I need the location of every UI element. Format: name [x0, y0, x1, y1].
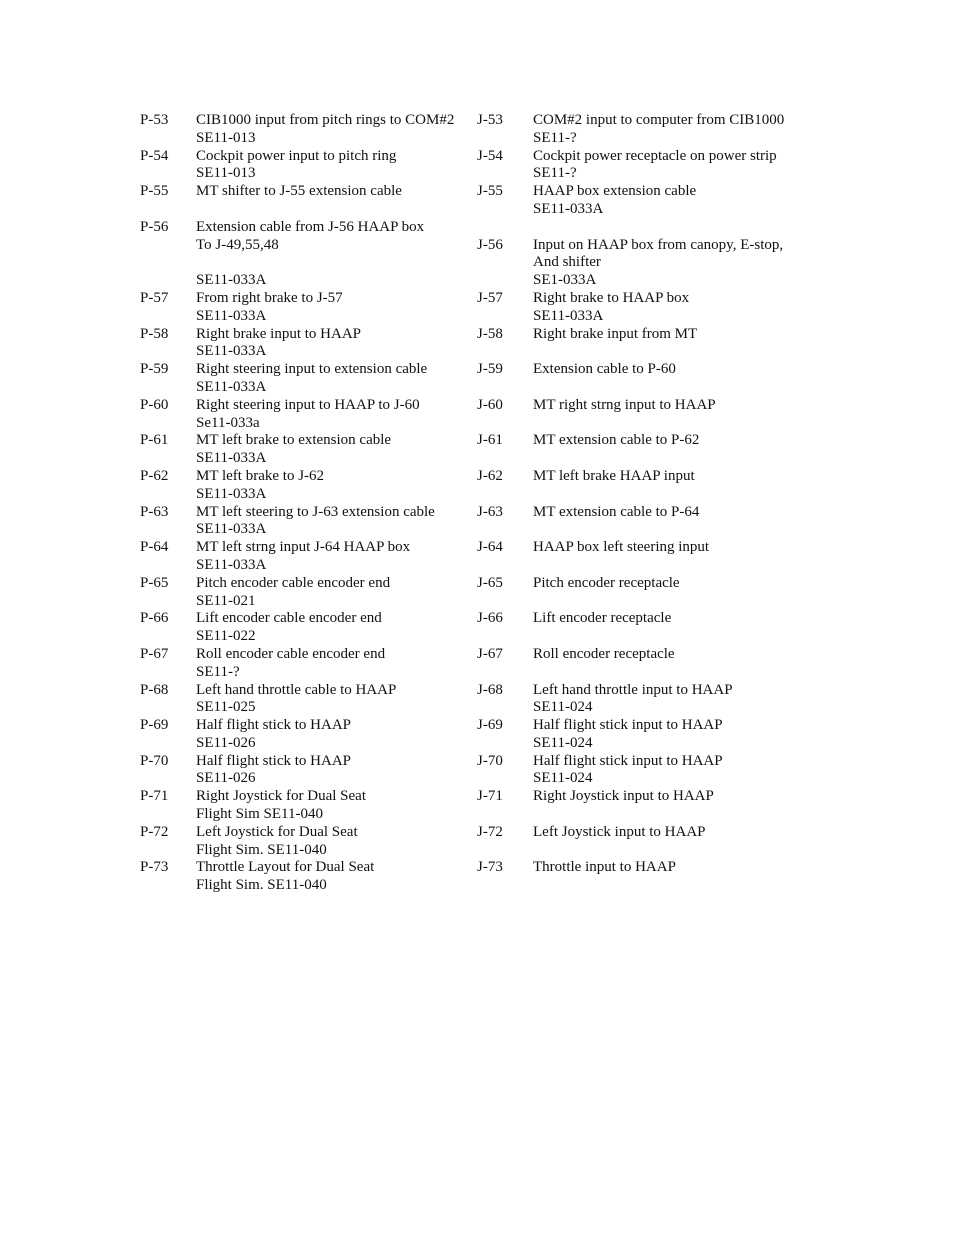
plug-code: P-55: [140, 183, 169, 200]
plug-description-line: SE11-022: [196, 628, 256, 645]
plug-description: [196, 504, 435, 540]
plug-description-line: SE11-033A: [196, 521, 267, 538]
jack-description: [533, 237, 783, 290]
plug-description-line: Right steering input to HAAP to J-60: [196, 396, 420, 413]
plug-description: [196, 183, 402, 219]
plug-description-line: Half flight stick to HAAP: [196, 752, 351, 769]
jack-description: [533, 859, 676, 877]
jack-description: [533, 112, 784, 148]
jack-code: J-60: [477, 396, 503, 413]
jack-description: [533, 290, 689, 326]
plug-description-line: SE11-033A: [196, 272, 267, 289]
plug-code: P-64: [140, 539, 169, 556]
plug-description: [196, 717, 351, 753]
jack-description: [533, 753, 723, 789]
plug-description-line: SE11-033A: [196, 378, 267, 395]
plug-description: [196, 219, 424, 290]
jack-description-line: Right Joystick input to HAAP: [533, 788, 714, 805]
jack-description-line: Roll encoder receptacle: [533, 645, 675, 662]
plug-code: P-73: [140, 859, 169, 876]
jack-description: [533, 361, 676, 379]
plug-description-line: Lift encoder cable encoder end: [196, 610, 382, 627]
plug-code: P-61: [140, 432, 169, 449]
table-row: [0, 682, 954, 718]
jack-description-line: COM#2 input to computer from CIB1000: [533, 112, 785, 128]
jack-code: J-59: [477, 361, 503, 378]
jack-description-line: SE1-033A: [533, 272, 597, 289]
plug-description: [196, 397, 420, 433]
plug-description-line: MT left brake to extension cable: [196, 432, 392, 449]
plug-code: P-68: [140, 681, 169, 698]
plug-description: [196, 290, 343, 326]
jack-description-line: SE11-024: [533, 699, 593, 716]
plug-description-line: MT left strng input J-64 HAAP box: [196, 539, 411, 556]
jack-code: J-72: [477, 823, 503, 840]
table-row: [0, 646, 954, 682]
jack-code: J-53: [477, 112, 503, 128]
table-row: [0, 432, 954, 468]
jack-code: J-70: [477, 752, 503, 769]
jack-description: [533, 682, 733, 718]
jack-description-line: HAAP box left steering input: [533, 539, 710, 556]
plug-description-line: SE11-013: [196, 129, 256, 146]
table-row: [0, 504, 954, 540]
plug-description-line: Roll encoder cable encoder end: [196, 645, 386, 662]
jack-description: [533, 575, 680, 593]
jack-description: [533, 646, 675, 664]
plug-description: [196, 575, 390, 611]
jack-description: [533, 432, 699, 450]
jack-description-line: And shifter: [533, 254, 601, 271]
jack-description-line: Pitch encoder receptacle: [533, 574, 680, 591]
jack-code: J-57: [477, 289, 503, 306]
jack-code: J-63: [477, 503, 503, 520]
table-row: [0, 326, 954, 362]
table-row: [0, 290, 954, 326]
plug-code: P-67: [140, 645, 169, 662]
plug-description-line: Right Joystick for Dual Seat: [196, 788, 366, 805]
jack-description-line: Half flight stick input to HAAP: [533, 717, 723, 734]
jack-description-line: Cockpit power receptacle on power strip: [533, 147, 777, 164]
plug-description-line: Se11-033a: [196, 414, 260, 431]
plug-description: [196, 859, 374, 895]
jack-description-line: Input on HAAP box from canopy, E-stop,: [533, 236, 784, 253]
plug-code: P-66: [140, 610, 169, 627]
plug-description-line: Right brake input to HAAP: [196, 325, 361, 342]
table-row: [0, 717, 954, 753]
plug-code: P-72: [140, 823, 169, 840]
jack-code: J-58: [477, 325, 503, 342]
jack-description-line: Throttle input to HAAP: [533, 859, 676, 876]
plug-code: P-59: [140, 361, 169, 378]
connector-table: [0, 112, 954, 895]
jack-description: [533, 610, 671, 628]
jack-description-line: Left Joystick input to HAAP: [533, 823, 706, 840]
jack-description: [533, 824, 706, 842]
plug-description: [196, 361, 427, 397]
plug-description-line: SE11-033A: [196, 556, 267, 573]
jack-code: J-62: [477, 467, 503, 484]
plug-description-line: SE11-021: [196, 592, 256, 609]
table-row: [0, 112, 954, 148]
plug-description-line: From right brake to J-57: [196, 289, 343, 306]
jack-code: J-67: [477, 645, 503, 662]
plug-description: [196, 539, 410, 575]
jack-description-line: Right brake input from MT: [533, 325, 698, 342]
plug-description: [196, 432, 391, 468]
plug-description-line: SE11-033A: [196, 307, 267, 324]
jack-code: J-54: [477, 147, 503, 164]
plug-description-line: SE11-033A: [196, 485, 267, 502]
jack-code: J-65: [477, 574, 503, 591]
plug-description: [196, 682, 396, 718]
plug-code: P-53: [140, 112, 169, 128]
jack-code: J-73: [477, 859, 503, 876]
plug-description-line: Cockpit power input to pitch ring: [196, 147, 397, 164]
jack-description-line: SE11-033A: [533, 307, 604, 324]
table-row: [0, 183, 954, 219]
plug-description-line: CIB1000 input from pitch rings to COM#2: [196, 112, 455, 128]
plug-description-line: Half flight stick to HAAP: [196, 717, 351, 734]
plug-description-line: Flight Sim SE11-040: [196, 806, 323, 823]
table-row: [0, 610, 954, 646]
plug-description-line: SE11-026: [196, 734, 256, 751]
plug-description: [196, 326, 361, 362]
jack-description: [533, 539, 709, 557]
table-row: [0, 397, 954, 433]
plug-description-line: Pitch encoder cable encoder end: [196, 574, 391, 591]
jack-code: J-71: [477, 788, 503, 805]
plug-code: P-58: [140, 325, 169, 342]
jack-description-line: HAAP box extension cable: [533, 183, 697, 200]
table-row: [0, 788, 954, 824]
plug-description: [196, 753, 351, 789]
jack-code: J-55: [477, 183, 503, 200]
plug-code: P-57: [140, 289, 169, 306]
jack-description: [533, 397, 716, 415]
jack-code: J-56: [477, 236, 503, 253]
jack-description-line: MT extension cable to P-62: [533, 432, 700, 449]
jack-description-line: Half flight stick input to HAAP: [533, 752, 723, 769]
jack-description-line: SE11-?: [533, 129, 577, 146]
plug-description-line: MT left brake to J-62: [196, 467, 325, 484]
jack-code: J-69: [477, 717, 503, 734]
plug-code: P-70: [140, 752, 169, 769]
plug-code: P-69: [140, 717, 169, 734]
jack-description-line: MT right strng input to HAAP: [533, 396, 716, 413]
plug-code: P-60: [140, 396, 169, 413]
table-row: [0, 753, 954, 789]
jack-description-line: SE11-024: [533, 734, 593, 751]
jack-description: [533, 788, 714, 806]
plug-code: P-62: [140, 467, 169, 484]
jack-description-line: SE11-024: [533, 770, 593, 787]
plug-description-line: SE11-033A: [196, 343, 267, 360]
table-row: [0, 824, 954, 860]
plug-code: P-65: [140, 574, 169, 591]
plug-description: [196, 646, 385, 682]
plug-description: [196, 112, 454, 148]
jack-code: J-66: [477, 610, 503, 627]
jack-description: [533, 717, 723, 753]
plug-description-line: Right steering input to extension cable: [196, 361, 428, 378]
jack-description-line: SE11-033A: [533, 200, 604, 217]
plug-description-line: SE11-033A: [196, 450, 267, 467]
jack-description: [533, 183, 696, 219]
jack-code: J-68: [477, 681, 503, 698]
plug-code: P-63: [140, 503, 169, 520]
plug-description-line: MT left steering to J-63 extension cable: [196, 503, 435, 520]
jack-description-line: Right brake to HAAP box: [533, 289, 690, 306]
jack-description-line: Extension cable to P-60: [533, 361, 676, 378]
plug-description-line: To J-49,55,48: [196, 236, 279, 253]
table-row: [0, 148, 954, 184]
table-row: [0, 468, 954, 504]
plug-description-line: SE11-013: [196, 165, 256, 182]
plug-code: P-54: [140, 147, 169, 164]
plug-description-line: Flight Sim. SE11-040: [196, 877, 327, 894]
jack-description-line: MT left brake HAAP input: [533, 467, 695, 484]
plug-description: [196, 824, 358, 860]
plug-description-line: SE11-?: [196, 663, 240, 680]
jack-description: [533, 326, 697, 344]
jack-code: J-64: [477, 539, 503, 556]
plug-description-line: Left hand throttle cable to HAAP: [196, 681, 397, 698]
plug-description-line: SE11-026: [196, 770, 256, 787]
jack-description: [533, 468, 695, 486]
plug-description-line: [196, 254, 424, 272]
plug-description: [196, 788, 366, 824]
plug-description-line: [196, 201, 402, 219]
plug-description-line: Extension cable from J-56 HAAP box: [196, 218, 425, 235]
plug-description-line: Left Joystick for Dual Seat: [196, 823, 358, 840]
plug-code: P-71: [140, 788, 169, 805]
table-row: [0, 859, 954, 895]
jack-description-line: MT extension cable to P-64: [533, 503, 700, 520]
plug-description-line: SE11-025: [196, 699, 256, 716]
table-row: [0, 575, 954, 611]
jack-description-line: Left hand throttle input to HAAP: [533, 681, 733, 698]
plug-description-line: Flight Sim. SE11-040: [196, 841, 327, 858]
jack-description-line: SE11-?: [533, 165, 577, 182]
plug-description-line: Throttle Layout for Dual Seat: [196, 859, 375, 876]
plug-description-line: MT shifter to J-55 extension cable: [196, 183, 402, 200]
plug-description: [196, 468, 324, 504]
jack-description: [533, 148, 777, 184]
jack-code: J-61: [477, 432, 503, 449]
jack-description-line: Lift encoder receptacle: [533, 610, 672, 627]
plug-description: [196, 148, 396, 184]
plug-code: P-56: [140, 218, 169, 235]
plug-description: [196, 610, 382, 646]
jack-description: [533, 504, 699, 522]
table-row: [0, 219, 954, 290]
table-row: [0, 361, 954, 397]
table-row: [0, 539, 954, 575]
